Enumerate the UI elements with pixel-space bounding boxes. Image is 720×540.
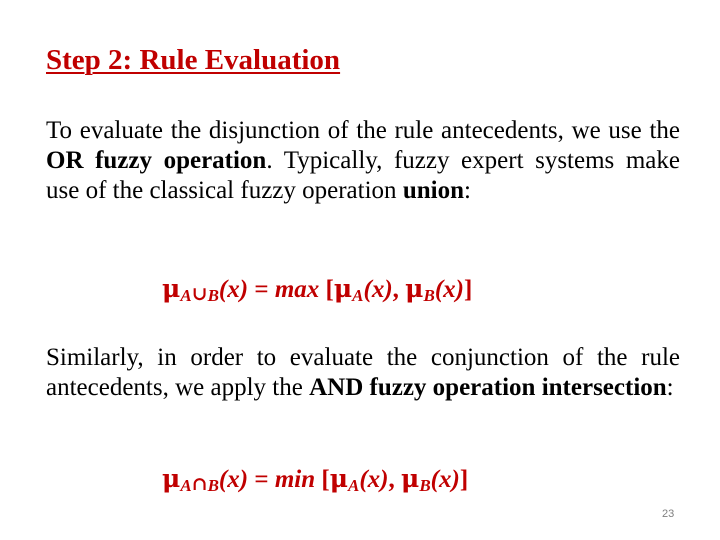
subscript-b: B bbox=[207, 476, 219, 495]
subscript-a: A bbox=[180, 286, 192, 305]
conjunction-paragraph bbox=[46, 343, 680, 403]
subscript-b: B bbox=[419, 476, 431, 495]
paragraph-text: : bbox=[463, 177, 471, 204]
and-operation-term: AND fuzzy operation intersection bbox=[309, 374, 667, 401]
union-term: union bbox=[402, 177, 464, 204]
min-function: min bbox=[274, 466, 316, 493]
paragraph-text: . Typically, fuzzy expert systems make use of the classical fuzzy operation bbox=[46, 147, 680, 204]
close-bracket: ] bbox=[459, 466, 469, 493]
argument-x: (x) bbox=[218, 466, 249, 493]
equals-sign: = bbox=[248, 466, 275, 493]
mu-symbol: μ bbox=[329, 464, 349, 493]
subscript-a: A bbox=[352, 286, 364, 305]
subscript-a: A bbox=[180, 476, 192, 495]
close-bracket: ] bbox=[463, 276, 473, 303]
subscript-b: B bbox=[423, 286, 435, 305]
subscript-b: B bbox=[207, 286, 219, 305]
comma: , bbox=[388, 466, 402, 493]
argument-x: (x) bbox=[430, 466, 460, 493]
open-bracket: [ bbox=[315, 466, 330, 493]
paragraph-text: : bbox=[666, 374, 674, 401]
intersection-symbol: ∩ bbox=[191, 473, 208, 495]
argument-x: (x) bbox=[359, 466, 389, 493]
paragraph-text: To evaluate the disjunction of the rule antecedents, we use the bbox=[46, 117, 680, 144]
mu-symbol: μ bbox=[162, 274, 181, 303]
intersection-formula bbox=[162, 464, 468, 496]
equals-sign: = bbox=[248, 276, 275, 303]
mu-symbol: μ bbox=[405, 274, 424, 303]
or-operation-term: OR fuzzy operation bbox=[46, 147, 267, 174]
disjunction-paragraph bbox=[46, 116, 680, 206]
open-bracket: [ bbox=[319, 276, 334, 303]
mu-symbol: μ bbox=[401, 464, 420, 493]
argument-x: (x) bbox=[218, 276, 249, 303]
slide-title: Step 2: Rule Evaluation bbox=[46, 44, 341, 76]
page-number: 23 bbox=[662, 508, 675, 520]
union-symbol: ∪ bbox=[191, 283, 208, 305]
union-formula bbox=[162, 274, 472, 306]
argument-x: (x) bbox=[434, 276, 464, 303]
comma: , bbox=[392, 276, 406, 303]
subscript-a: A bbox=[348, 476, 360, 495]
paragraph-text: Similarly, in order to evaluate the conjunction of the rule antecedents, we apply the bbox=[46, 344, 680, 401]
argument-x: (x) bbox=[363, 276, 393, 303]
mu-symbol: μ bbox=[162, 464, 181, 493]
max-function: max bbox=[274, 276, 320, 303]
mu-symbol: μ bbox=[333, 274, 353, 303]
